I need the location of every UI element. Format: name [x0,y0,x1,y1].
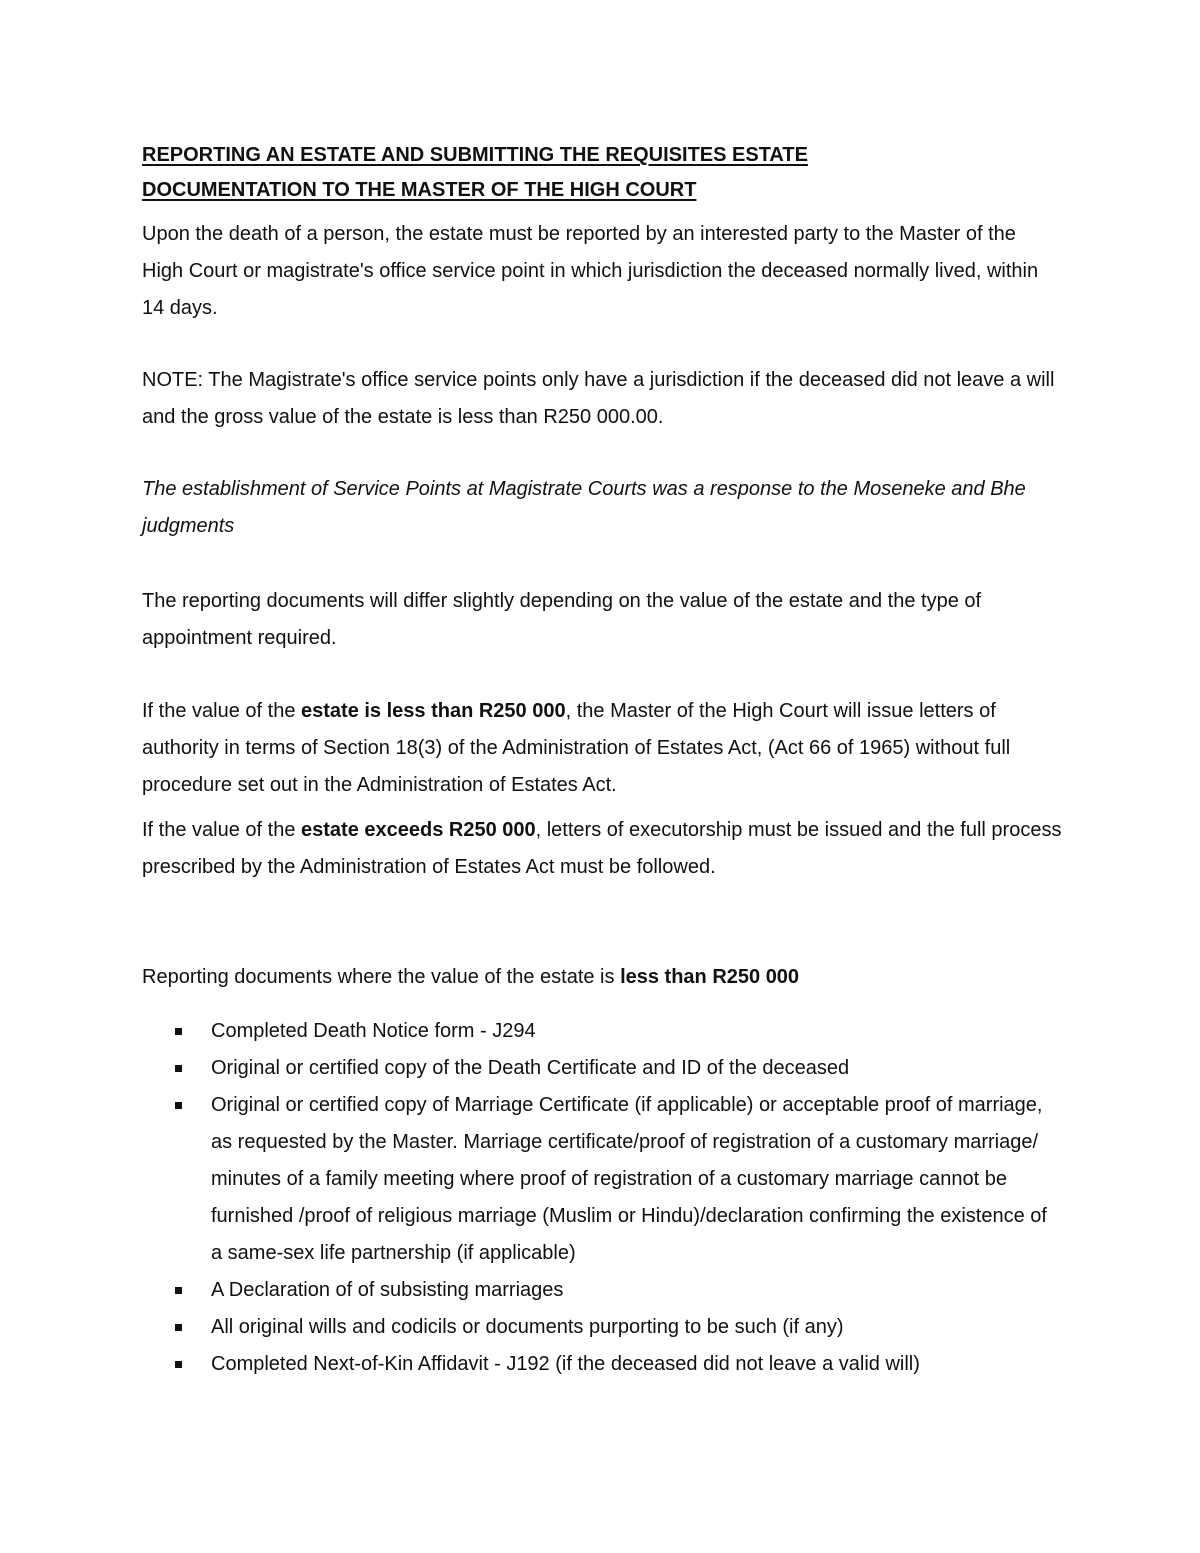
square-bullet-icon [175,1324,182,1331]
list-item [142,1346,1062,1383]
document-page [142,138,1062,1383]
reporting-documents-list [142,1013,1062,1383]
square-bullet-icon [175,1361,182,1368]
list-item [142,1087,1062,1272]
list-item-text: All original wills and codicils or documents purporting to be such (if any) [211,1316,844,1338]
italic-note-paragraph: The establishment of Service Points at Magistrate Courts was a response to the Moseneke and Bhe judgments [142,478,1026,537]
exceeds-bold: estate exceeds R250 000 [301,819,536,841]
list-item [142,1050,1062,1087]
list-item-text: Completed Death Notice form - J294 [211,1020,536,1042]
square-bullet-icon [175,1028,182,1035]
note-paragraph: NOTE: The Magistrate's office service points only have a jurisdiction if the deceased did not leave a will and the gross value of the estate is less than R250 000.00. [142,369,1055,428]
list-item-text: A Declaration of of subsisting marriages [211,1279,564,1301]
list-item-text: Original or certified copy of Marriage Certificate (if applicable) or acceptable proof of marriage, as requested by the Master. Marriage certificate/proof of registration of a customary marriage/ minutes of a family meeting where proof of registration of a customary marriage cannot be furnished /proof of religious marriage (Muslim or Hindu)/declaration confirming the existence of a same-sex life partnership (if applicable) [211,1094,1047,1264]
document-title-line-2: DOCUMENTATION TO THE MASTER OF THE HIGH COURT [142,179,697,201]
documents-differ-paragraph: The reporting documents will differ slightly depending on the value of the estate and the type of appointment required. [142,590,982,649]
square-bullet-icon [175,1065,182,1072]
reporting-documents-heading [142,959,1062,996]
list-item [142,1013,1062,1050]
document-title-line-1: REPORTING AN ESTATE AND SUBMITTING THE REQUISITES ESTATE [142,144,808,166]
less-than-bold: estate is less than R250 000 [301,700,566,722]
less-than-suffix: , the Master of the High Court will issue letters of authority in terms of Section 18(3) of the Administration of Estates Act, (Act 66 of 1965) without full procedure set out in the Administration of Estates Act. [142,700,1011,796]
less-than-prefix: If the value of the [142,700,301,722]
list-item-text: Completed Next-of-Kin Affidavit - J192 (if the deceased did not leave a valid will) [211,1353,920,1375]
list-item [142,1309,1062,1346]
intro-paragraph: Upon the death of a person, the estate must be reported by an interested party to the Master of the High Court or magistrate's office service point in which jurisdiction the deceased normally lived, within 14 days. [142,223,1039,319]
exceeds-prefix: If the value of the [142,819,301,841]
square-bullet-icon [175,1287,182,1294]
list-item-text: Original or certified copy of the Death Certificate and ID of the deceased [211,1057,850,1079]
square-bullet-icon [175,1102,182,1109]
less-than-paragraph [142,693,1062,804]
reporting-prefix: Reporting documents where the value of the estate is [142,966,621,988]
reporting-bold: less than R250 000 [620,966,800,988]
list-item [142,1272,1062,1309]
exceeds-paragraph [142,812,1062,886]
exceeds-suffix: , letters of executorship must be issued and the full process prescribed by the Administration of Estates Act must be followed. [142,819,1062,878]
